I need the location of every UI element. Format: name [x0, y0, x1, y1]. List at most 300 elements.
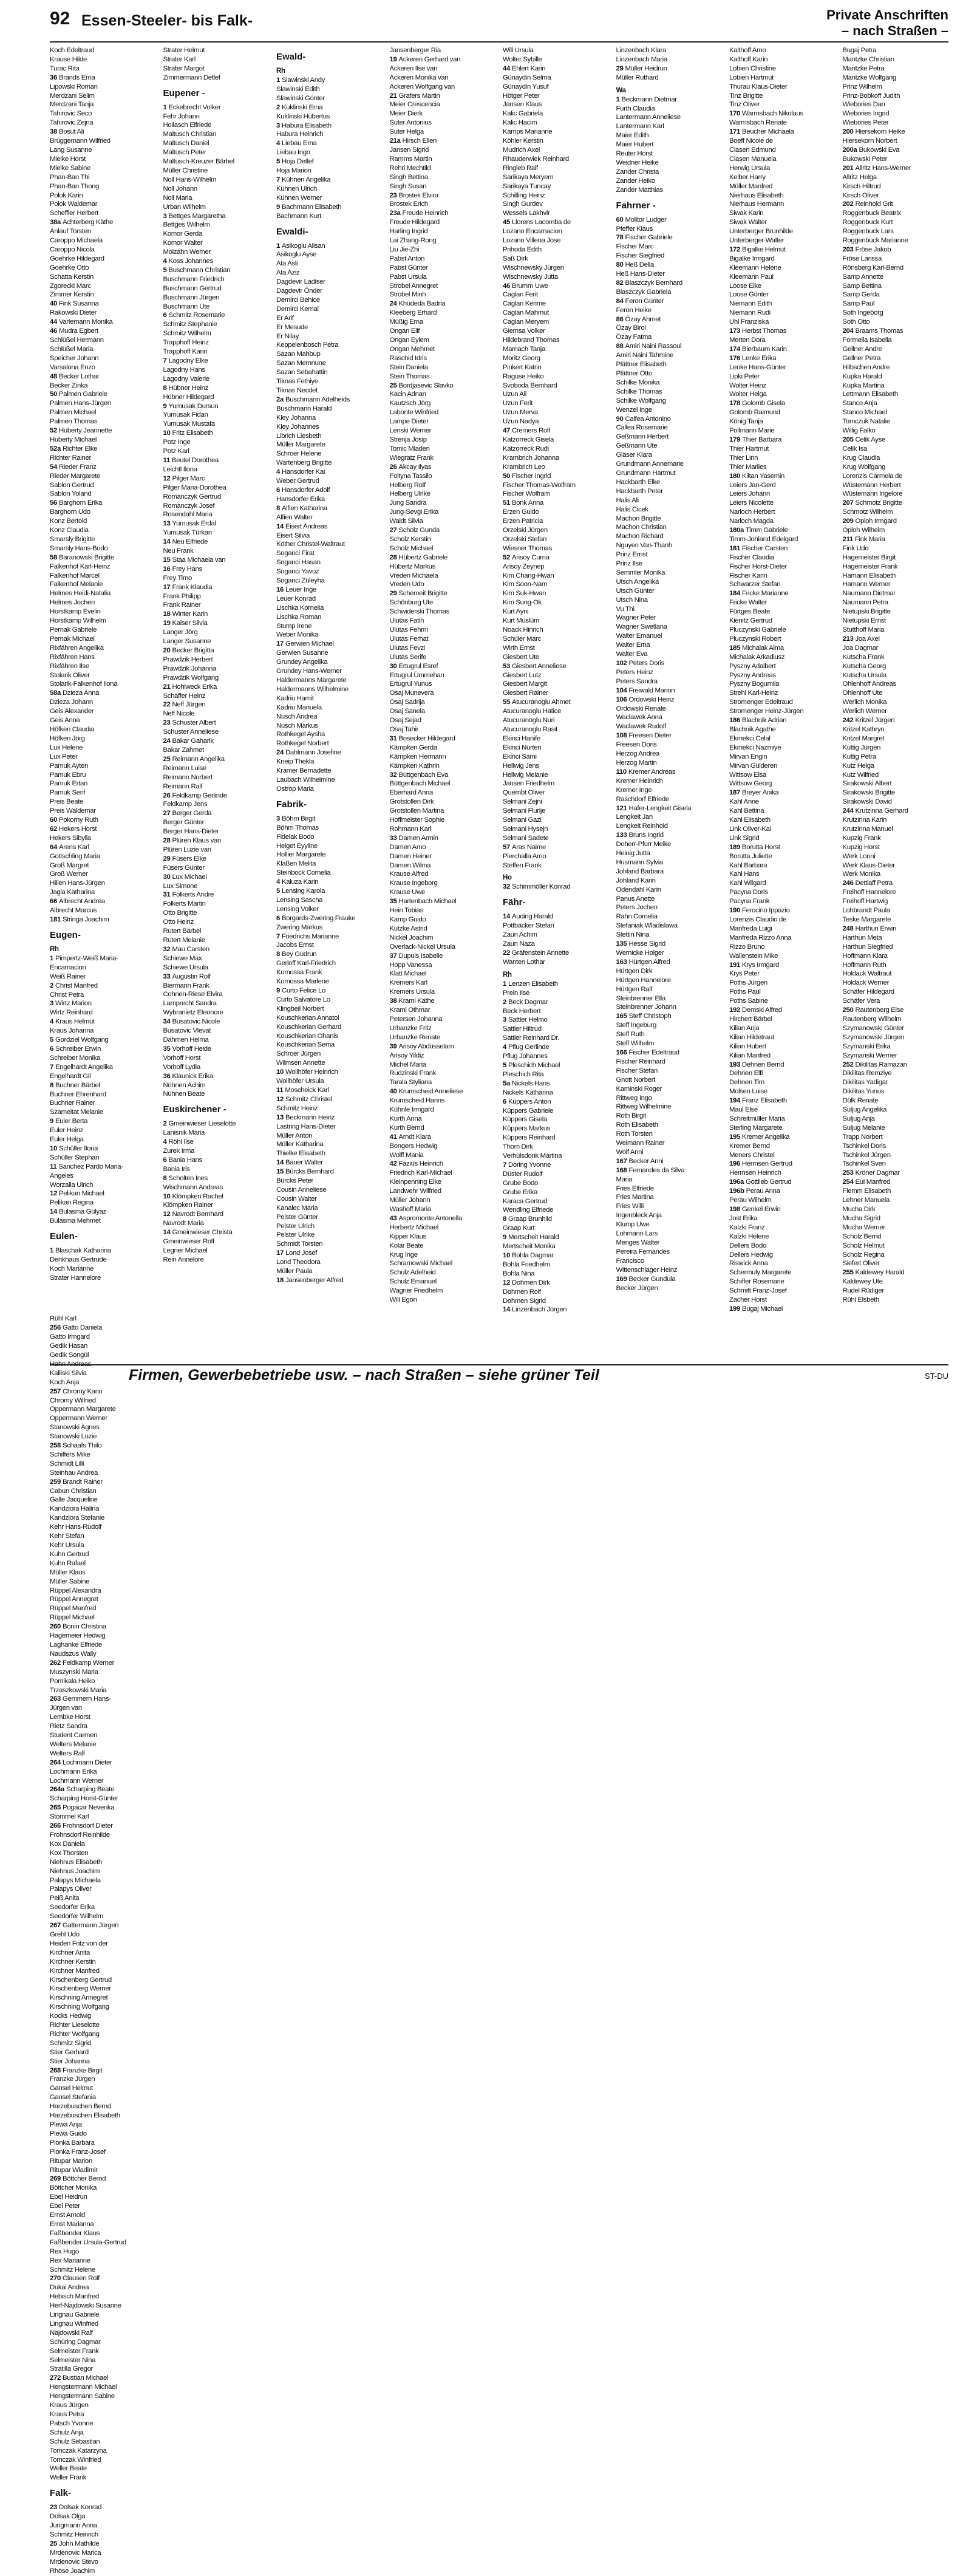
resident-name: Holdack Werner [842, 979, 890, 987]
house-number: 31 [163, 891, 171, 899]
resident-entry [163, 185, 270, 194]
resident-entry [50, 2211, 156, 2220]
resident-name: Callea Rosemarie [616, 424, 668, 432]
resident-name: Kröner Dagmar [855, 1169, 900, 1177]
house-number: 172 [729, 245, 740, 253]
resident-entry [276, 368, 383, 377]
resident-entry [503, 1206, 609, 1215]
resident-name: Prein Ilse [503, 989, 529, 997]
resident-entry [729, 264, 835, 273]
resident-name: Narloch Magda [729, 518, 774, 525]
resident-entry [616, 186, 723, 195]
house-number: 203 [842, 245, 854, 253]
resident-name: Yumusak Türkan [163, 529, 212, 537]
resident-entry [503, 454, 609, 463]
resident-entry [276, 850, 383, 859]
resident-entry [50, 1912, 156, 1921]
resident-entry [390, 218, 496, 227]
resident-entry [163, 909, 270, 918]
house-number: 205 [842, 436, 854, 443]
resident-entry [843, 1286, 949, 1296]
resident-entry [729, 544, 835, 553]
resident-name: Fink Maria [854, 535, 885, 543]
resident-entry [50, 481, 156, 490]
resident-name: Selmani Flurije [503, 807, 546, 815]
resident-entry [50, 2558, 156, 2567]
resident-entry [729, 200, 835, 209]
resident-name: Kandziora Halina [50, 1505, 100, 1513]
resident-name: Euler Berta [55, 1118, 88, 1126]
resident-entry [729, 399, 835, 408]
resident-entry [503, 1260, 609, 1269]
resident-name: Klömpken Rachel [172, 1192, 223, 1200]
resident-entry [163, 248, 270, 257]
resident-name: Kraml Othmar [389, 1006, 430, 1014]
resident-name: Weiß Rainer [50, 972, 86, 980]
resident-name: Beutel Dorothea [171, 456, 219, 464]
house-number: 12 [50, 1190, 57, 1198]
resident-entry [50, 2428, 156, 2438]
resident-name: Özay Fatma [616, 333, 652, 341]
resident-entry [390, 128, 496, 137]
resident-name: Horstkamp Wilhelm [50, 617, 106, 625]
resident-entry [50, 118, 156, 128]
resident-entry [276, 513, 383, 522]
resident-name: Gottlieb Gertrud [745, 1178, 792, 1186]
resident-entry [50, 1550, 156, 1559]
resident-name: Jung Sandra [389, 499, 427, 507]
resident-entry [729, 834, 835, 843]
resident-name: Kalzki Helene [729, 1232, 769, 1240]
resident-name: Lozano Villena Jose [503, 237, 561, 245]
resident-entry [50, 1432, 156, 1441]
house-number: 199 [729, 1305, 740, 1313]
resident-name: Gattermann Jürgen [62, 1922, 119, 1930]
resident-name: Orzelski Stefan [503, 535, 546, 543]
resident-entry [843, 1015, 949, 1024]
resident-name: Husmann Sylvia [616, 858, 663, 866]
resident-name: Fritz Elisabeth [172, 429, 213, 437]
resident-name: Warmsbach Nikolaus [741, 110, 803, 118]
resident-entry [616, 451, 723, 460]
resident-name: Kox Thorsten [50, 1849, 89, 1857]
resident-name: Stutthoff Maria [842, 626, 885, 634]
section-heading-line1: Private Anschriften [826, 7, 948, 22]
resident-name: Buschmann Harald [276, 405, 332, 412]
resident-entry [843, 915, 949, 924]
resident-entry [163, 574, 270, 583]
resident-name: Gellner Andre [842, 345, 882, 353]
resident-name: Szameitat Melanie [50, 1109, 103, 1116]
resident-name: Weller Frank [50, 2474, 87, 2482]
resident-entry [50, 1274, 156, 1283]
resident-entry [729, 191, 835, 200]
resident-entry [843, 1115, 949, 1124]
resident-name: Oploh Irmgard [855, 518, 897, 525]
resident-entry [390, 517, 496, 526]
resident-name: Fries Elfriede [616, 1184, 654, 1192]
resident-entry [276, 1032, 383, 1041]
resident-entry [390, 417, 496, 426]
resident-name: Singh Bettina [389, 173, 428, 181]
street-heading: Eulen- [50, 1231, 78, 1242]
resident-entry [50, 2283, 156, 2292]
resident-name: Hansdorfer Kai [282, 468, 325, 476]
house-number: 170 [729, 110, 740, 118]
resident-name: Noll Maria [163, 194, 192, 202]
resident-name: Cremers Rolf [511, 427, 550, 435]
resident-entry [50, 2320, 156, 2329]
resident-entry [50, 2549, 156, 2558]
resident-entry [843, 299, 949, 309]
resident-name: Merdzani Selim [50, 92, 95, 100]
resident-name: Kalic Gabriela [503, 110, 543, 118]
street-heading: Ewaldi- [276, 226, 308, 237]
resident-name: Verhülsdonk Martina [503, 1152, 562, 1160]
resident-name: Rizzo Bruno [729, 943, 765, 951]
house-number: 266 [50, 1822, 61, 1830]
resident-entry [390, 1051, 496, 1061]
resident-entry [616, 596, 723, 605]
resident-entry [616, 469, 723, 478]
resident-entry [276, 130, 383, 139]
resident-name: Asikoglu Alisan [282, 242, 325, 250]
resident-name: Dohmen Dirk [511, 1279, 550, 1286]
resident-name: Helberg Rolf [389, 481, 426, 489]
resident-name: Ohlenhoff Ute [842, 689, 883, 697]
resident-entry [163, 755, 270, 764]
resident-name: Anlauf Torsten [50, 228, 91, 236]
resident-name: Potz Inge [163, 439, 191, 446]
resident-name: Kehr Hans-Rudolf [50, 1523, 101, 1531]
resident-entry [50, 1641, 156, 1650]
resident-entry [163, 1165, 270, 1174]
house-number: 51 [503, 499, 510, 507]
resident-entry [503, 508, 609, 517]
resident-name: Marnach Tanja [503, 345, 545, 353]
resident-entry [50, 1622, 156, 1631]
resident-entry [390, 1069, 496, 1078]
resident-entry [50, 662, 156, 671]
resident-name: Rex Marianne [50, 2257, 90, 2264]
resident-name: Tiknas Necdet [276, 387, 318, 394]
resident-entry [843, 236, 949, 245]
resident-entry [50, 1414, 156, 1423]
resident-entry [390, 607, 496, 617]
resident-name: Hübner Heinz [168, 384, 208, 392]
resident-entry [163, 1219, 270, 1228]
resident-entry [50, 1441, 156, 1450]
resident-entry [503, 1288, 609, 1297]
resident-name: Goehrke Otto [50, 264, 89, 272]
resident-name: Strater Margot [163, 64, 205, 72]
resident-entry [276, 694, 383, 703]
resident-name: Noack Hinrich [503, 626, 543, 634]
resident-name: Hirsch Ellen [402, 137, 437, 145]
resident-entry [503, 236, 609, 245]
resident-entry [390, 372, 496, 381]
resident-name: Beckmann Dietmar [621, 95, 677, 103]
resident-entry [616, 985, 723, 994]
resident-name: Kremer Bernd [729, 1142, 770, 1150]
resident-entry [503, 1242, 609, 1251]
resident-entry [276, 103, 383, 112]
resident-entry [390, 408, 496, 417]
resident-name: Uzun Ferit [503, 400, 533, 408]
resident-name: Niehnus Elisabeth [50, 1858, 102, 1866]
resident-name: Habura Heinrich [276, 131, 324, 138]
resident-entry [163, 1090, 270, 1099]
resident-name: Wiegratz Frank [389, 454, 434, 462]
resident-entry [616, 559, 723, 569]
resident-entry [50, 2401, 156, 2410]
resident-name: Borutta Juliette [729, 852, 772, 860]
resident-name: Reimann Ralf [163, 782, 203, 790]
resident-entry [50, 2175, 156, 2184]
resident-name: Steff Wilhelm [616, 1040, 654, 1048]
resident-name: Schmitz Christel [285, 1095, 332, 1103]
resident-entry [50, 999, 156, 1008]
resident-name: Jost Erika [729, 1214, 758, 1222]
resident-entry [729, 118, 835, 128]
resident-name: Kirchner Kerstin [50, 1958, 96, 1966]
resident-entry [390, 1087, 496, 1096]
resident-entry [163, 954, 270, 963]
resident-entry [616, 958, 723, 967]
resident-entry [843, 635, 949, 644]
resident-name: Küppers Gisela [503, 1116, 547, 1124]
resident-name: Sattler Helmo [508, 1016, 548, 1024]
resident-entry [50, 2003, 156, 2012]
resident-name: Kipper Klaus [389, 1232, 426, 1240]
resident-name: Thier Hartmut [729, 445, 769, 453]
resident-entry [390, 788, 496, 798]
resident-name: Vreden Udo [389, 581, 424, 589]
resident-entry [390, 1006, 496, 1015]
resident-entry [50, 137, 156, 146]
resident-name: Rex Hugo [50, 2247, 79, 2255]
resident-entry [390, 1124, 496, 1133]
resident-name: Komossa Marlene [276, 978, 329, 986]
house-number: 16 [276, 586, 284, 593]
resident-name: Küppers Markus [503, 1125, 551, 1133]
resident-entry [390, 390, 496, 399]
resident-entry [50, 1450, 156, 1460]
resident-name: Bania Hans [168, 1156, 202, 1164]
resident-name: Samp Paul [842, 300, 875, 308]
resident-entry [50, 55, 156, 64]
resident-name: Panus Anette [616, 895, 655, 903]
resident-entry [843, 979, 949, 988]
resident-name: Joa Dagmar [842, 644, 879, 652]
resident-name: Smarsly Brigitte [50, 535, 95, 543]
resident-name: Schiffer Rosemarie [729, 1278, 784, 1286]
resident-entry [50, 64, 156, 73]
resident-entry [729, 589, 835, 598]
resident-name: Naumann Petra [842, 599, 888, 607]
resident-entry [50, 816, 156, 825]
resident-entry [503, 644, 609, 653]
resident-name: Krutzinna Manuel [842, 825, 893, 833]
resident-entry [390, 173, 496, 182]
resident-entry [843, 191, 949, 200]
resident-name: Formella Isabella [842, 337, 892, 344]
resident-entry [843, 644, 949, 653]
resident-name: Dahlmann Josefine [285, 749, 341, 757]
resident-entry [843, 472, 949, 481]
resident-entry [503, 372, 609, 381]
resident-name: Scholten Ines [168, 1174, 208, 1182]
resident-entry [729, 381, 835, 391]
resident-entry [390, 454, 496, 463]
resident-entry [50, 273, 156, 282]
resident-name: Fazius Heinrich [398, 1160, 443, 1168]
page-number: 92 [50, 9, 70, 29]
resident-name: Becker Brigitta [172, 647, 214, 654]
resident-name: Palmen Hans-Jürgen [50, 400, 111, 408]
resident-entry [390, 906, 496, 915]
section-heading-line2: – nach Straßen – [841, 23, 948, 38]
resident-name: Asikoglu Ayse [276, 251, 317, 259]
resident-name: Stratilla Gregor [50, 2365, 93, 2373]
resident-name: Dikilitas Remziye [842, 1070, 892, 1078]
resident-name: Klaßen Melita [276, 860, 316, 868]
resident-entry [616, 1067, 723, 1076]
resident-entry [390, 73, 496, 83]
resident-name: Mielke Horst [50, 155, 86, 163]
resident-name: Bigalke Irmgard [729, 255, 775, 262]
house-number: 42 [389, 1160, 397, 1168]
resident-entry [50, 46, 156, 55]
resident-name: Schmotz Wilhelm [842, 508, 893, 516]
resident-entry [50, 2419, 156, 2428]
resident-name: Lux Helene [50, 743, 83, 751]
resident-name: Kirsch Hiltrud [842, 182, 881, 190]
resident-name: Fürtges Beate [729, 608, 770, 616]
house-number: 264 [50, 1758, 61, 1766]
resident-entry [50, 381, 156, 391]
resident-name: Braams Thomas [855, 327, 903, 335]
resident-entry [843, 1061, 949, 1070]
resident-name: Becker Anni [628, 1157, 664, 1165]
house-number: 78 [616, 234, 624, 242]
resident-name: Herbst Thomas [741, 327, 787, 335]
resident-entry [163, 1228, 270, 1237]
resident-entry [50, 1831, 156, 1840]
house-number: 24 [276, 749, 284, 757]
resident-name: Hürtgen Ralf [616, 985, 653, 993]
resident-entry [390, 1214, 496, 1223]
resident-name: Kaldewey Harald [855, 1269, 905, 1277]
resident-entry [729, 436, 835, 445]
house-number: 5 [276, 887, 280, 895]
resident-name: Lamprecht Sandra [163, 1000, 217, 1008]
resident-entry [729, 363, 835, 372]
resident-entry [163, 864, 270, 873]
resident-name: Kupzig Horst [842, 843, 880, 851]
resident-entry [50, 182, 156, 191]
resident-entry [276, 896, 383, 905]
resident-name: Christ Petra [50, 991, 84, 999]
resident-name: Jacobs Ernst [276, 941, 314, 949]
resident-entry [390, 299, 496, 309]
resident-name: Dupuis Isabelle [398, 952, 443, 960]
resident-entry [50, 897, 156, 906]
resident-name: Navrodt Bernhard [172, 1211, 223, 1218]
resident-entry [616, 1085, 723, 1094]
resident-entry [276, 1276, 383, 1285]
resident-name: Scholz Michael [389, 544, 434, 552]
resident-entry [843, 1178, 949, 1187]
resident-entry [616, 867, 723, 876]
resident-name: Stettin Nina [616, 931, 650, 939]
resident-name: Kupzig Frank [842, 834, 881, 842]
house-number: 57 [503, 843, 510, 851]
house-number: 29 [616, 64, 624, 72]
resident-entry [276, 703, 383, 712]
resident-name: Müller Paula [276, 1268, 313, 1276]
resident-name: Grube Erika [503, 1188, 537, 1196]
resident-name: Sazan Memnune [276, 360, 326, 367]
resident-entry [50, 2012, 156, 2021]
resident-name: Blachnik Agathe [729, 725, 776, 733]
resident-name: Foltyna Tassilo [389, 472, 432, 480]
resident-entry [276, 815, 383, 824]
resident-entry [503, 989, 609, 998]
resident-entry [503, 481, 609, 490]
resident-entry [729, 1087, 835, 1096]
resident-entry [50, 1081, 156, 1090]
resident-entry [616, 251, 723, 261]
house-number: 4 [276, 140, 280, 148]
resident-name: Kaldewey Ute [842, 1278, 883, 1286]
resident-entry [163, 55, 270, 64]
house-number: 22 [503, 949, 510, 957]
resident-name: Maltusch Peter [163, 149, 206, 157]
resident-entry [276, 1158, 383, 1167]
street-heading: Ewald- [276, 52, 306, 62]
house-number: 48 [50, 372, 57, 380]
resident-name: Joa Axel [855, 635, 880, 643]
resident-entry [50, 1246, 156, 1256]
house-number: 135 [616, 940, 627, 948]
resident-name: Hürtgen Hannelore [616, 976, 671, 984]
directory-column [843, 46, 949, 1314]
resident-entry [50, 906, 156, 915]
resident-name: Er Nilay [276, 332, 299, 340]
resident-name: Uhl Franziska [729, 318, 769, 326]
house-number: 12 [276, 1095, 284, 1103]
resident-entry [503, 182, 609, 191]
resident-name: Schäffer Heinz [163, 692, 206, 700]
resident-name: Leichtl Ilona [163, 465, 197, 473]
house-number: 2 [276, 103, 280, 111]
resident-name: Kühnen Ulrich [276, 185, 317, 193]
resident-entry [50, 1785, 156, 1794]
resident-entry [163, 791, 270, 801]
resident-entry [163, 927, 270, 936]
resident-entry [50, 2365, 156, 2374]
resident-entry [163, 266, 270, 275]
resident-name: Johland Karin [616, 876, 656, 884]
resident-name: Keppelenbosch Petra [276, 341, 339, 349]
resident-entry [276, 148, 383, 157]
resident-name: Palmen Thomas [50, 418, 98, 426]
resident-entry [390, 146, 496, 155]
house-number: 86 [616, 315, 624, 323]
house-number: 45 [503, 219, 510, 227]
resident-entry [276, 1040, 383, 1050]
